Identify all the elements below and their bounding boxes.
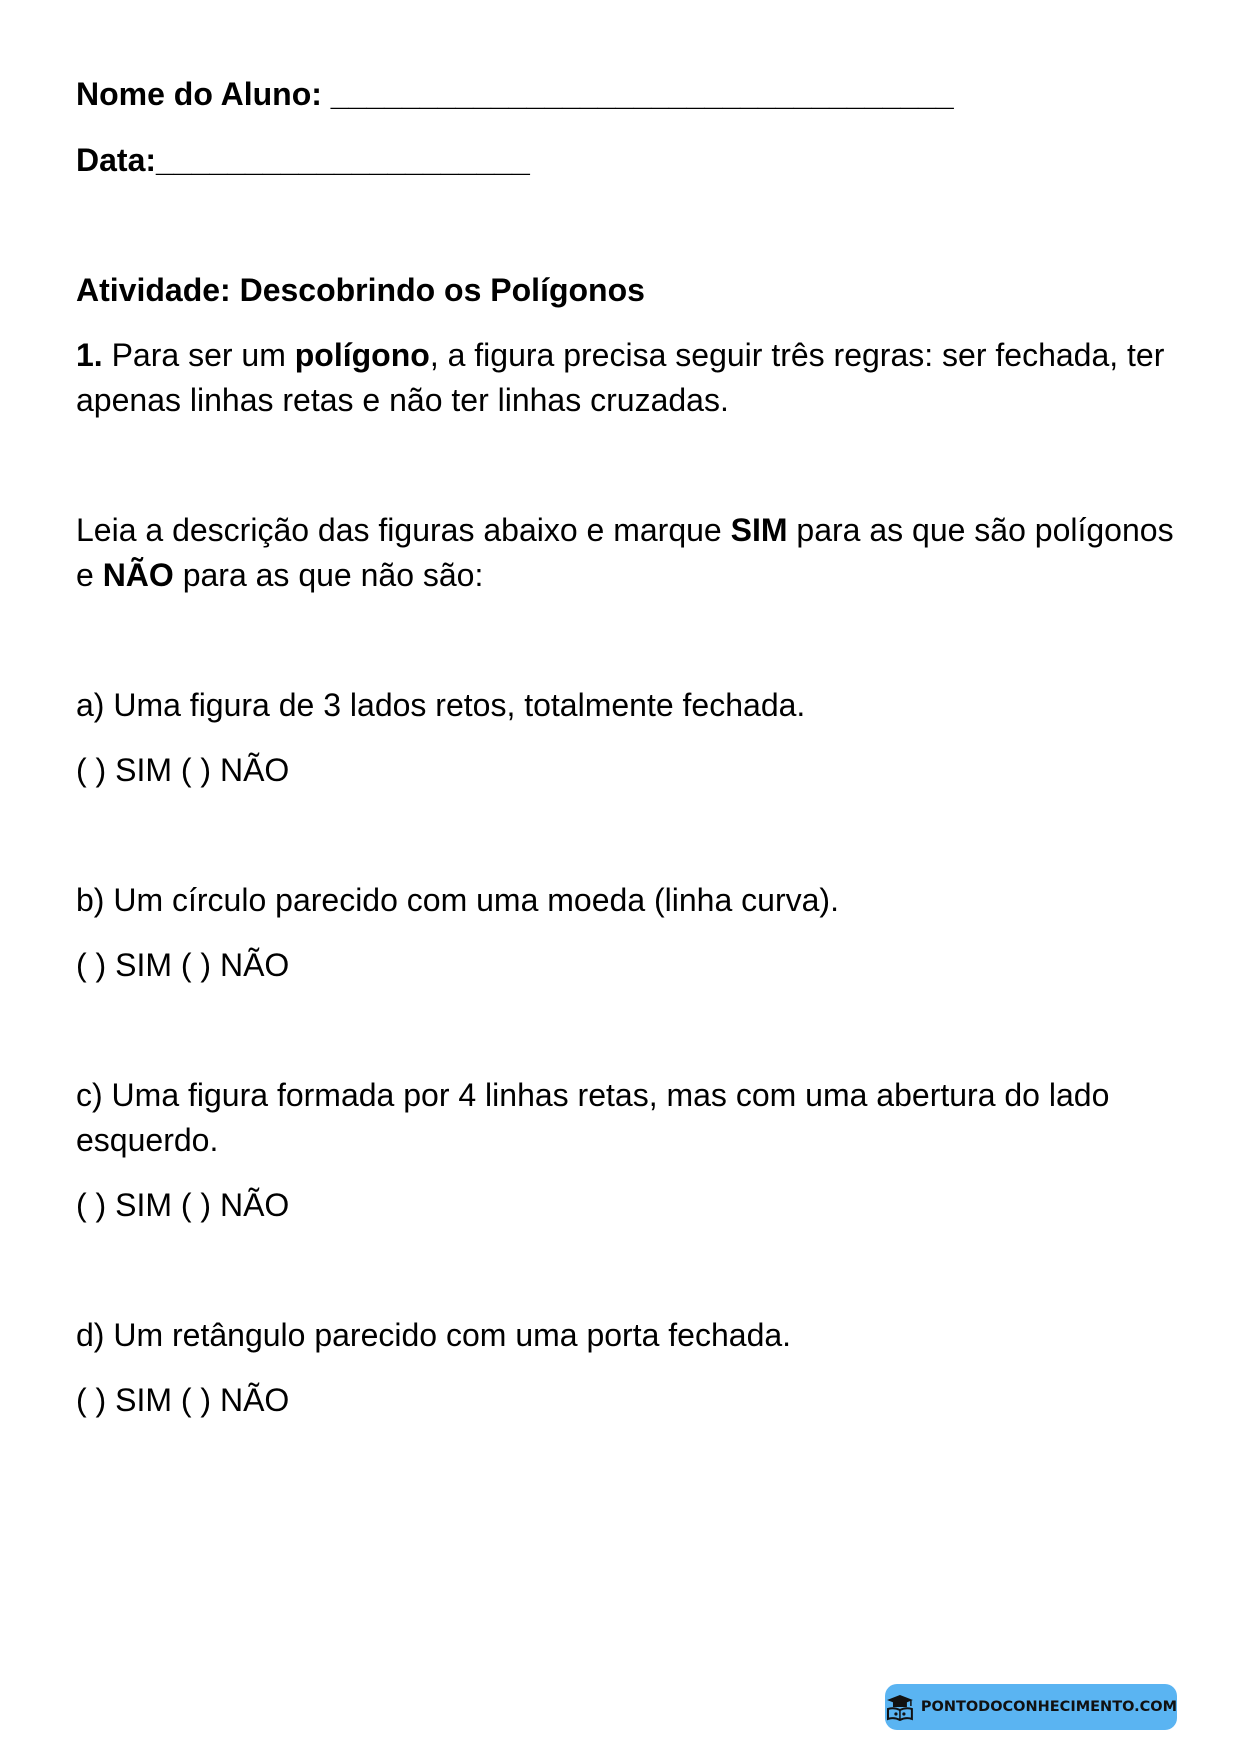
question-keyword: polígono (294, 337, 430, 373)
question-text-after: , a figura precisa seguir três regras: ser fechada, ter apenas linhas retas e não ter linhas cruzadas. (76, 337, 1165, 418)
instruction-part2: para as que são polígonos e (76, 512, 1174, 593)
student-name-line: Nome do Aluno: ___________________________________ (76, 76, 954, 112)
item-a-text: a) Uma figura de 3 lados retos, totalmente fechada. (76, 687, 806, 723)
graduation-book-icon (885, 1692, 915, 1722)
item-c-text: c) Uma figura formada por 4 linhas retas, mas com uma abertura do lado esquerdo. (76, 1077, 1110, 1158)
item-d-options[interactable]: ( ) SIM ( ) NÃO (76, 1382, 290, 1418)
instruction-part3: para as que não são: (173, 557, 484, 593)
question-text-before: Para ser um (102, 337, 295, 373)
instruction-part1: Leia a descrição das figuras abaixo e marque (76, 512, 731, 548)
instruction (76, 508, 1176, 598)
question-1 (76, 333, 1176, 423)
logo-text: PONTODOCONHECIMENTO.COM (920, 1699, 1177, 1715)
item-c-options[interactable]: ( ) SIM ( ) NÃO (76, 1187, 290, 1223)
activity-title: Atividade: Descobrindo os Polígonos (76, 272, 645, 308)
site-logo (885, 1684, 1177, 1730)
item-d-text: d) Um retângulo parecido com uma porta fechada. (76, 1317, 792, 1353)
item-a-options[interactable]: ( ) SIM ( ) NÃO (76, 752, 290, 788)
item-b-options[interactable]: ( ) SIM ( ) NÃO (76, 947, 290, 983)
instruction-nao: NÃO (102, 557, 174, 593)
question-number: 1. (76, 337, 103, 373)
item-b-text: b) Um círculo parecido com uma moeda (linha curva). (76, 882, 839, 918)
date-line: Data:_____________________ (76, 142, 530, 178)
instruction-sim: SIM (730, 512, 788, 548)
